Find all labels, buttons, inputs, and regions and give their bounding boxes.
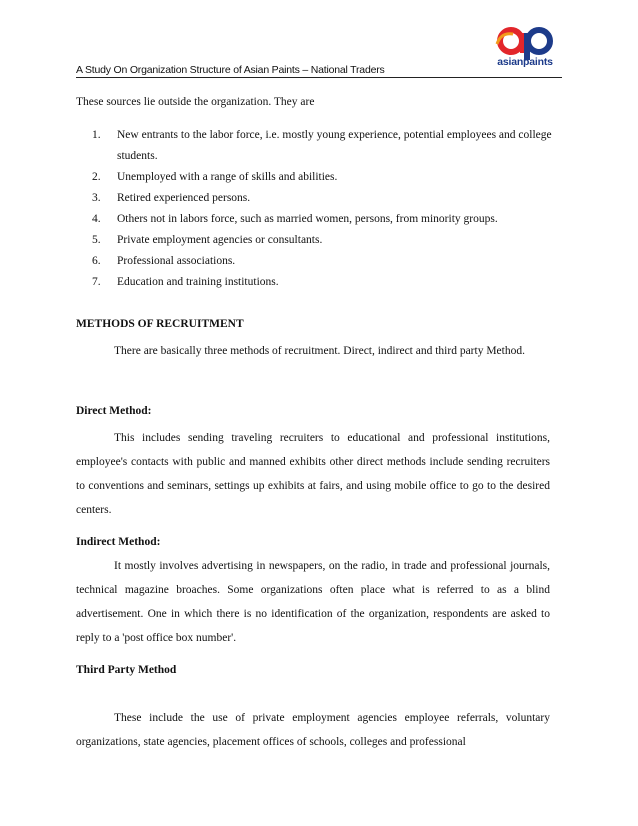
- list-number: 7.: [92, 276, 101, 288]
- list-item: [92, 209, 552, 230]
- methods-text: There are basically three methods of recruitment. Direct, indirect and third party Method.: [114, 345, 525, 357]
- methods-heading: METHODS OF RECRUITMENT: [76, 318, 244, 330]
- list-text: Education and training institutions.: [117, 276, 279, 288]
- list-item: [92, 230, 552, 251]
- third-party-heading: Third Party Method: [76, 664, 177, 676]
- intro-text: These sources lie outside the organization. They are: [76, 96, 315, 108]
- list-item: [92, 272, 552, 293]
- list-number: 2.: [92, 171, 101, 183]
- indirect-method-heading: Indirect Method:: [76, 536, 161, 548]
- running-header: A Study On Organization Structure of Asian Paints – National Traders: [76, 64, 562, 78]
- direct-method-heading: Direct Method:: [76, 405, 152, 417]
- logo-wordmark: asianpaints: [497, 56, 553, 68]
- list-text: Others not in labors force, such as married women, persons, from minority groups.: [117, 213, 498, 225]
- list-text: New entrants to the labor force, i.e. mostly young experience, potential employees and college students.: [117, 129, 552, 162]
- list-number: 4.: [92, 213, 101, 225]
- direct-method-text: This includes sending traveling recruiters to educational and professional institutions, employee's contacts with public and manned exhibits other direct methods include sending recruiters to conventions and seminars, settings up exhibits at fairs, and using mobile office to go to the desired centers.: [76, 432, 550, 516]
- list-number: 6.: [92, 255, 101, 267]
- list-text: Professional associations.: [117, 255, 236, 267]
- list-number: 5.: [92, 234, 101, 246]
- sources-list: [92, 125, 552, 293]
- list-text: Retired experienced persons.: [117, 192, 251, 204]
- third-party-text: These include the use of private employment agencies employee referrals, voluntary organizations, state agencies, placement offices of schools, colleges and professional: [76, 712, 550, 748]
- list-item: [92, 251, 552, 272]
- list-number: 3.: [92, 192, 101, 204]
- list-item: [92, 125, 552, 167]
- list-item: [92, 167, 552, 188]
- list-text: Private employment agencies or consultants.: [117, 234, 323, 246]
- list-text: Unemployed with a range of skills and abilities.: [117, 171, 338, 183]
- indirect-method-text: It mostly involves advertising in newspapers, on the radio, in trade and professional journals, technical magazine broaches. Some organizations often place what is referred to as a blind advertisement. One in which there is no identification of the organization, respondents are asked to reply to a 'post office box number'.: [76, 560, 550, 644]
- list-item: [92, 188, 552, 209]
- list-number: 1.: [92, 129, 101, 141]
